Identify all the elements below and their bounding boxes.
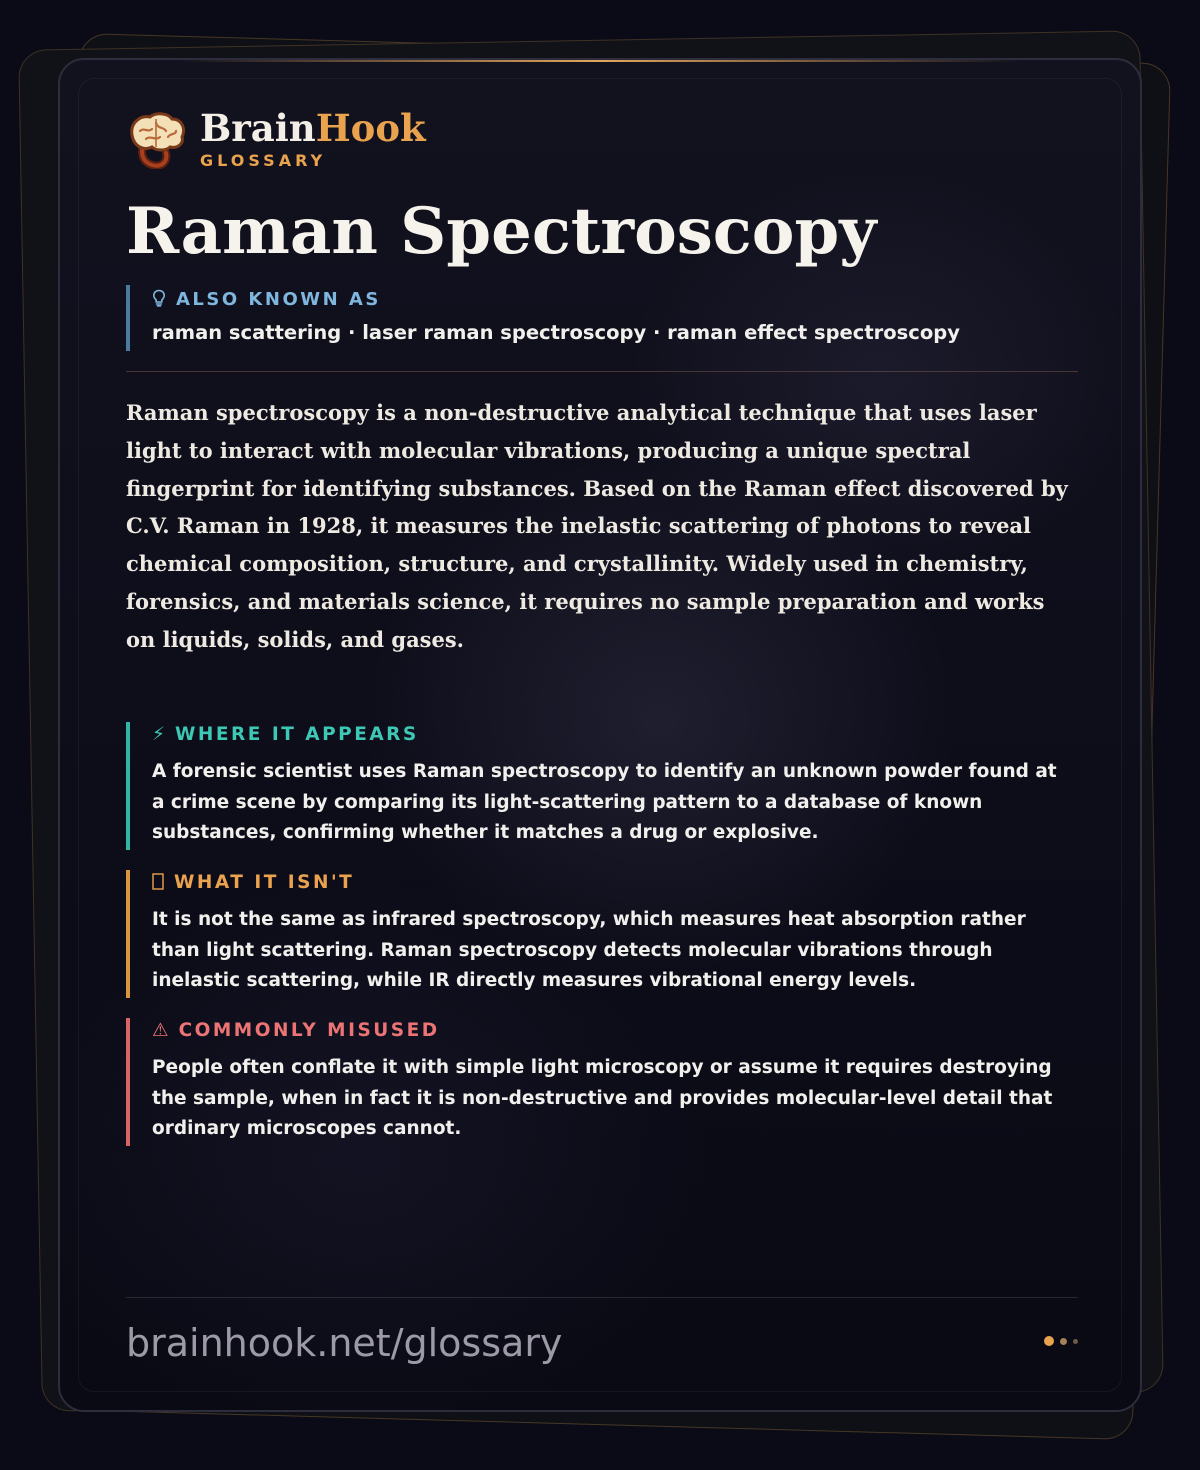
brand-header[interactable] bbox=[126, 106, 426, 172]
glossary-card bbox=[58, 58, 1142, 1412]
what-it-isnt-label: WHAT IT ISN'T bbox=[174, 872, 355, 893]
also-known-as-label: ALSO KNOWN AS bbox=[176, 289, 381, 310]
footer-url-link[interactable]: brainhook.net/glossary bbox=[126, 1321, 563, 1365]
what-it-isnt-section bbox=[126, 870, 1078, 998]
brand-name-part1: Brain bbox=[200, 106, 316, 150]
commonly-misused-label: COMMONLY MISUSED bbox=[178, 1020, 440, 1041]
lightbulb-icon bbox=[152, 289, 166, 307]
what-it-isnt-heading bbox=[152, 870, 1078, 896]
brain-hook-logo-icon bbox=[126, 109, 186, 169]
warning-icon: ⚠ bbox=[152, 1020, 169, 1041]
lightning-icon: ⚡ bbox=[152, 724, 165, 745]
term-title: Raman Spectroscopy bbox=[126, 194, 877, 269]
commonly-misused-heading bbox=[152, 1018, 1078, 1044]
pagination-dot-active bbox=[1044, 1336, 1054, 1346]
what-it-isnt-text: It is not the same as infrared spectroscopy, which measures heat absorption rather than light scattering. Raman spectroscopy detects molecular vibrations through inelastic scattering, while IR directly measures vibrational energy levels. bbox=[152, 909, 1026, 991]
also-known-as-block bbox=[126, 285, 1078, 351]
brand-text bbox=[200, 108, 426, 170]
pagination-dot bbox=[1073, 1339, 1078, 1344]
where-it-appears-label: WHERE IT APPEARS bbox=[175, 724, 419, 745]
pagination-dot bbox=[1060, 1338, 1067, 1345]
brand-subtitle: GLOSSARY bbox=[200, 151, 327, 170]
brand-name-part2: Hook bbox=[315, 106, 426, 150]
card-top-highlight bbox=[180, 60, 1020, 62]
commonly-misused-text: People often conflate it with simple light microscopy or assume it requires destroying the sample, when in fact it is non-destructive and provides molecular-level detail that ordinary microscopes cannot. bbox=[152, 1057, 1053, 1139]
brand-name bbox=[200, 108, 426, 148]
not-icon bbox=[152, 872, 164, 893]
also-known-as-terms: raman scattering · laser raman spectroscopy · raman effect spectroscopy bbox=[152, 321, 960, 344]
pagination-dots-icon bbox=[1038, 1336, 1078, 1346]
commonly-misused-section bbox=[126, 1018, 1078, 1146]
footer-divider bbox=[126, 1297, 1078, 1298]
term-definition: Raman spectroscopy is a non-destructive analytical technique that uses laser light to interact with molecular vibrations, producing a unique spectral fingerprint for identifying substances. Based on the Raman effect discovered by C.V. Raman in 1928, it measures the inelastic scattering of photons to reveal chemical composition, structure, and crystallinity. Widely used in chemistry, forensics, and materials science, it requires no sample preparation and works on liquids, solids, and gases. bbox=[126, 400, 1068, 652]
where-it-appears-heading bbox=[152, 722, 1078, 748]
section-divider bbox=[126, 371, 1078, 372]
where-it-appears-section bbox=[126, 722, 1078, 850]
also-known-as-heading bbox=[152, 285, 1078, 313]
where-it-appears-text: A forensic scientist uses Raman spectroscopy to identify an unknown powder found at a crime scene by comparing its light-scattering pattern to a database of known substances, confirming whether it matches a drug or explosive. bbox=[152, 761, 1057, 843]
